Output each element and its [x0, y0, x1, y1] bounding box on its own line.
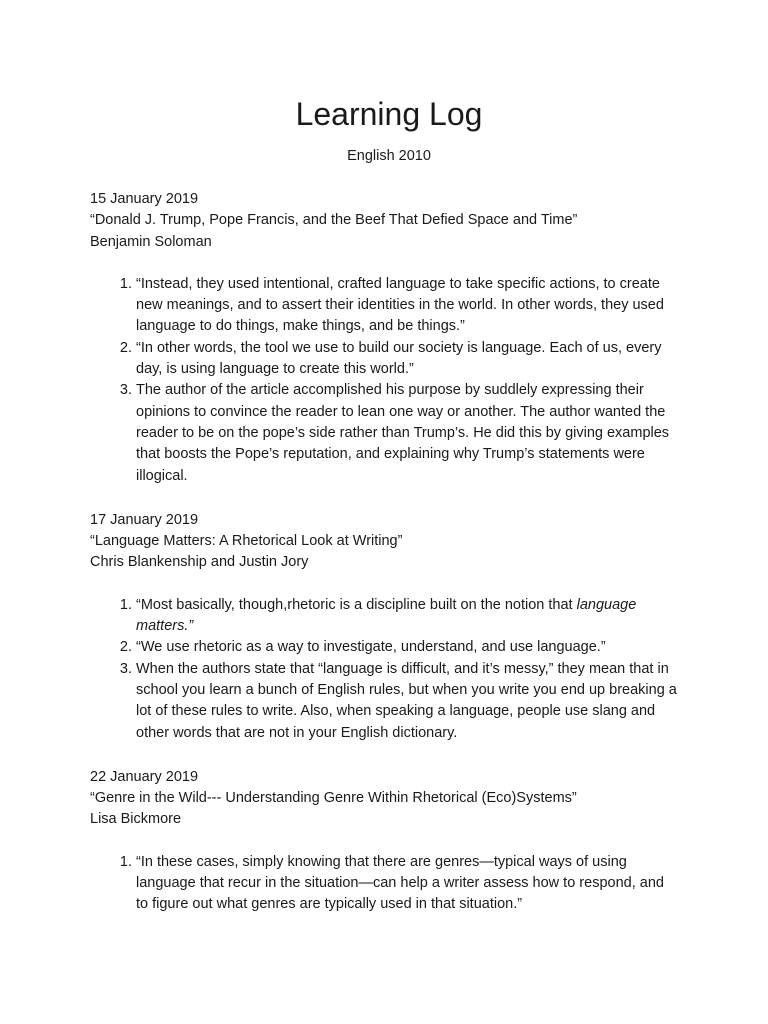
list-item — [136, 595, 680, 638]
entry-date: 17 January 2019 — [90, 511, 199, 528]
entry-author: Benjamin Soloman — [90, 233, 212, 250]
list-item: 2. “In other words, the tool we use to build our society is language. Each of us, every day, is using language to create this world.” — [136, 338, 680, 381]
document-subtitle: English 2010 — [347, 148, 431, 164]
list-item-text: “Most basically, though,rhetoric is a discipline built on the notion that — [136, 596, 577, 613]
log-entry — [90, 510, 680, 744]
entry-date: 15 January 2019 — [90, 191, 199, 207]
entry-notes-list — [90, 852, 680, 916]
entry-author: Chris Blankenship and Justin Jory — [90, 554, 309, 571]
entry-article-title: “Genre in the Wild--- Understanding Genre Within Rhetorical (Eco)Systems” — [90, 790, 577, 807]
entry-notes-list — [90, 274, 680, 487]
list-item-italic-text: language matters.” — [136, 596, 637, 635]
list-item: 3. The author of the article accomplished his purpose by suddlely expressing their opinions to convince the reader to lean one way or another. The author wanted the reader to be on the pope’s side rather than Trump’s. He did this by giving examples that boosts the Pope’s reputation, and explaining why Trump’s statements were illogical. — [136, 380, 680, 486]
entry-date: 22 January 2019 — [90, 768, 199, 785]
entry-notes-list — [90, 595, 680, 744]
list-item: 1. “In these cases, simply knowing that there are genres—typical ways of using language that recur in the situation—can help a writer assess how to respond, and to figure out what genres are typically used in that situation.” — [136, 852, 680, 916]
entry-author: Lisa Bickmore — [90, 811, 182, 828]
document-title: Learning Log — [295, 96, 483, 132]
list-item: 1. “Instead, they used intentional, crafted language to take specific actions, to create new meanings, and to assert their identities in the world. In other words, they used language to do things, make things, and be things.” — [136, 274, 680, 338]
log-entry — [90, 189, 680, 487]
list-item: 3. When the authors state that “language is difficult, and it’s messy,” they mean that in school you learn a bunch of English rules, but when you write you end up breaking a lot of these rules to write. Also, when speaking a language, people use slang and other words that are not in your English dictionary. — [136, 659, 680, 744]
log-entry — [90, 767, 680, 916]
entry-article-title: “Donald J. Trump, Pope Francis, and the Beef That Defied Space and Time” — [90, 212, 578, 229]
entry-article-title: “Language Matters: A Rhetorical Look at Writing” — [90, 533, 403, 550]
list-item: 2. “We use rhetoric as a way to investigate, understand, and use language.” — [136, 637, 680, 658]
document-page — [90, 92, 680, 916]
